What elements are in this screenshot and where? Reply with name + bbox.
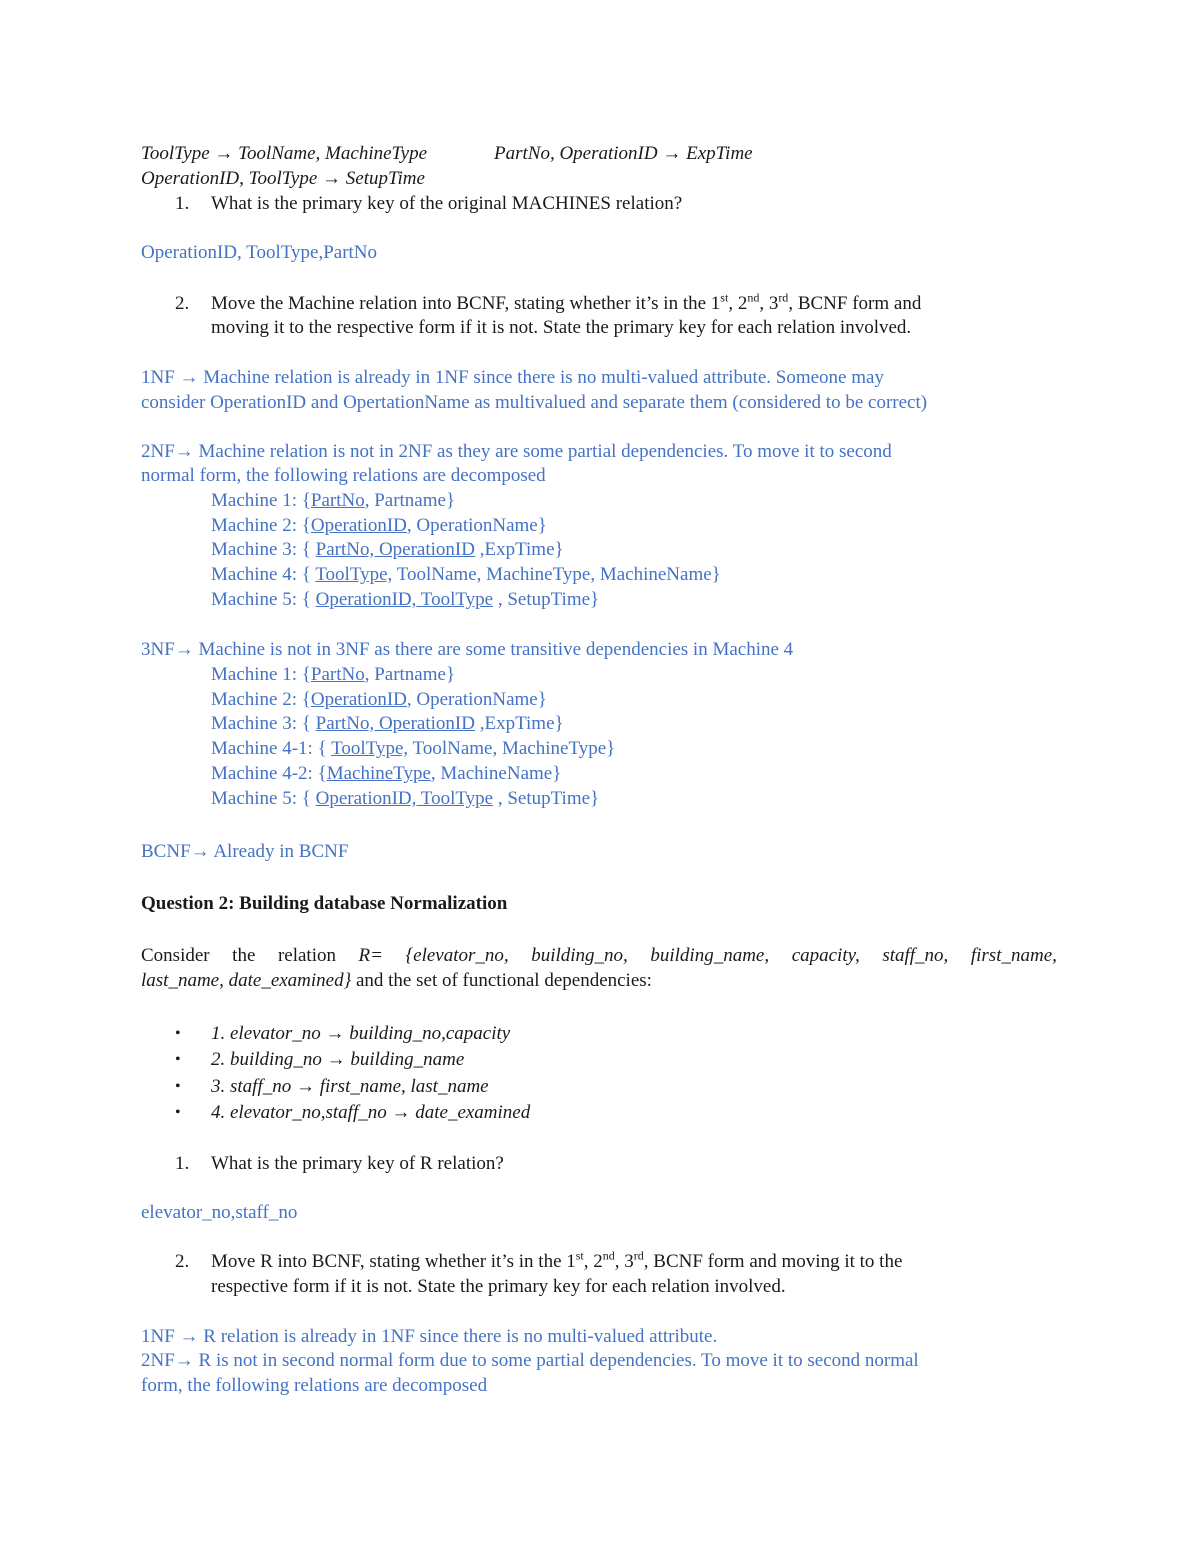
q1-item-2-text-line1: Move the Machine relation into BCNF, stating whether it’s in the 1st, 2nd, 3rd, BCNF form and — [211, 290, 922, 314]
nf3-relation: Machine 5: { OperationID, ToolType , SetupTime} — [211, 788, 600, 809]
nf2-line-1: 2NF→ Machine relation is not in 2NF as they are some partial dependencies. To move it to second — [141, 441, 892, 462]
q2-nf2-line-2: form, the following relations are decomposed — [141, 1375, 488, 1396]
nf3-relation: Machine 1: {PartNo, Partname} — [211, 664, 456, 685]
q2-item-1-answer: elevator_no,staff_no — [141, 1202, 298, 1223]
nf3-relation: Machine 4-2: {MachineType, MachineName} — [211, 763, 562, 784]
q2-nf1-line: 1NF → R relation is already in 1NF since there is no multi-valued attribute. — [141, 1326, 718, 1347]
q2-consider-line-1: Consider the relation R= {elevator_no, building_no, building_name, capacity, staff_no, first_name, — [141, 945, 1057, 966]
q1-item-1-number: 1. — [175, 193, 190, 214]
nf3-relation: Machine 3: { PartNo, OperationID ,ExpTime} — [211, 713, 564, 734]
fd-line-1 — [141, 142, 753, 166]
bullet-icon: • — [175, 1025, 181, 1042]
nf2-relation: Machine 4: { ToolType, ToolName, MachineType, MachineName} — [211, 564, 721, 585]
nf1-line-1: 1NF → Machine relation is already in 1NF since there is no multi-valued attribute. Someone may — [141, 367, 884, 388]
nf2-relation: Machine 2: {OperationID, OperationName} — [211, 515, 547, 536]
nf2-relation: Machine 1: {PartNo, Partname} — [211, 490, 456, 511]
q1-item-1-answer: OperationID, ToolType,PartNo — [141, 242, 378, 263]
bullet-icon: • — [175, 1051, 181, 1068]
bullet-icon: • — [175, 1078, 181, 1095]
nf3-relation: Machine 2: {OperationID, OperationName} — [211, 689, 547, 710]
q2-item-2-line2: respective form if it is not. State the primary key for each relation involved. — [211, 1276, 786, 1297]
fd-partno-opid: PartNo, OperationID → ExpTime — [494, 143, 753, 164]
bcnf-line: BCNF→ Already in BCNF — [141, 841, 349, 862]
question-2-heading: Question 2: Building database Normalization — [141, 893, 508, 914]
q2-consider-line-2: last_name, date_examined} and the set of functional dependencies: — [141, 970, 652, 991]
nf1-line-2: consider OperationID and OpertationName as multivalued and separate them (considered to be correct) — [141, 392, 928, 413]
document-page: ToolType → ToolName, MachineType PartNo, OperationID → ExpTime OperationID, ToolType → SetupTime 1. What is the primary key of the original MACHINES relation? OperationID, ToolType,PartNo 2. Move the Machine relation into BCNF, stating whether it’s in the 1st, 2nd, 3rd, BCNF form and moving it to the respective form if it is not. State the primary key for each relation involved. 1NF → Machine relation is already in 1NF since there is no multi-valued attribute. Someone may consider OperationID and OpertationName as multivalued and separate them (considered to be correct) 2NF→ Machine relation is not in 2NF as they are some partial dependencies. To move it to second normal form, the following relations are decomposed Machine 1: {PartNo, Partname} Machine 2: {OperationID, OperationName} Machine 3: { PartNo, OperationID ,ExpTime} Machine 4: { ToolType, ToolName, MachineType, MachineName} Machine 5: { OperationID, ToolType , SetupTime} 3NF→ Machine is not in 3NF as there are some transitive dependencies in Machine 4 Machine 1: {PartNo, Partname} Machine 2: {OperationID, OperationName} Machine 3: { PartNo, OperationID ,ExpTime} Machine 4-1: { ToolType, ToolName, MachineType} Machine 4-2: {MachineType, MachineName} Machine 5: { OperationID, ToolType , SetupTime} BCNF→ Already in BCNF Question 2: Building database Normalization Consider the relation R= {elevator_no, building_no, building_name, capacity, staff_no, first_name, last_name, date_examined} and the set of functional dependencies: • 1. elevator_no → building_no,capacity • 2. building_no → building_name • 3. staff_no → first_name, last_name • 4. elevator_no,staff_no → date_examined 1. What is the primary key of R relation? elevator_no,staff_no 2. Move R into BCNF, stating whether it’s in the 1st, 2nd, 3rd, BCNF form and moving it to the respective form if it is not. State the primary key for each relation involved. 1NF → R relation is already in 1NF since there is no multi-valued attribute. 2NF→ R is not in second normal form due to some partial dependencies. To move it to second normal form, the following relations are decomposed — [141, 143, 1057, 1396]
nf3-relation: Machine 4-1: { ToolType, ToolName, MachineType} — [211, 738, 616, 759]
q1-item-2-text-line2: moving it to the respective form if it is not. State the primary key for each relation involved. — [211, 317, 912, 338]
nf2-relation: Machine 3: { PartNo, OperationID ,ExpTime} — [211, 539, 564, 560]
q2-nf2-line-1: 2NF→ R is not in second normal form due to some partial dependencies. To move it to second normal — [141, 1350, 919, 1371]
q1-item-1-text: What is the primary key of the original MACHINES relation? — [211, 193, 683, 214]
q1-item-2-number: 2. — [175, 293, 190, 314]
nf2-line-2: normal form, the following relations are decomposed — [141, 465, 546, 486]
nf3-line-1: 3NF→ Machine is not in 3NF as there are some transitive dependencies in Machine 4 — [141, 639, 794, 660]
fd-tooltype: ToolType → ToolName, MachineType — [141, 143, 428, 164]
fd-line-2: OperationID, ToolType → SetupTime — [141, 168, 425, 189]
nf2-relation: Machine 5: { OperationID, ToolType , SetupTime} — [211, 589, 600, 610]
bullet-icon: • — [175, 1104, 181, 1121]
